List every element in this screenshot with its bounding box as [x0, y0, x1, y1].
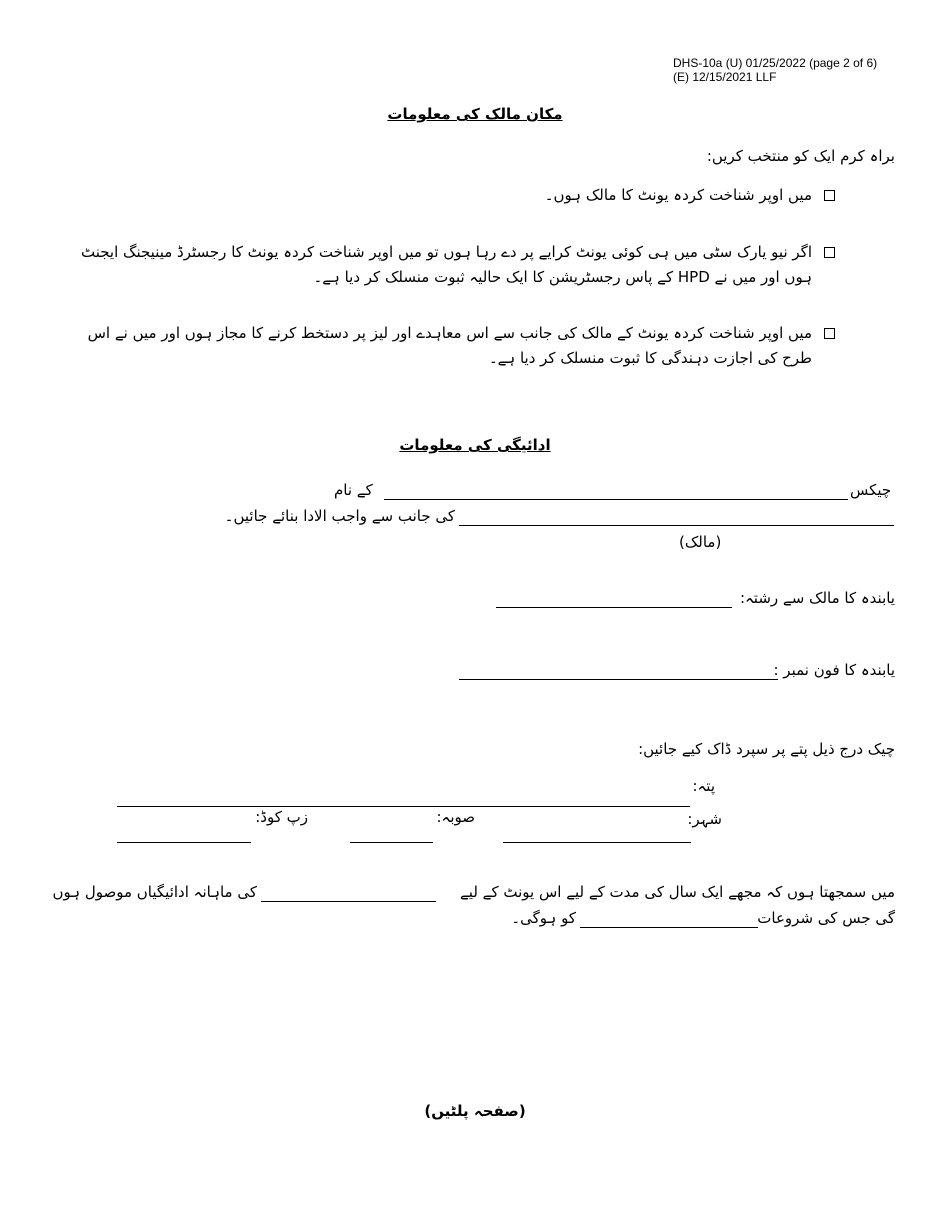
owner-section-title: مکان مالک کی معلومات — [387, 105, 563, 123]
form-code-line1: DHS-10a (U) 01/25/2022 (page 2 of 6) — [673, 56, 878, 70]
payee-name-field[interactable] — [384, 499, 848, 500]
option-owner-checkbox[interactable] — [824, 190, 835, 201]
payable-suffix: کی جانب سے واجب الادا بنائے جائیں۔ — [224, 507, 455, 525]
payment-section-title: ادائیگی کی معلومات — [399, 436, 551, 454]
statement-part3: گی جس کی شروعات — [757, 909, 895, 927]
city-field[interactable] — [503, 842, 691, 843]
state-field[interactable] — [350, 842, 433, 843]
relationship-label: یابندہ کا مالک سے رشتہ: — [739, 589, 895, 607]
phone-label: یابندہ کا فون نمبر : — [773, 661, 895, 679]
option-managing-agent-text: اگر نیو یارک سٹی میں ہی کوئی یونٹ کرایے پر دے رہا ہوں تو میں اوپر شناخت کردہ یونٹ کا رجسٹرڈ مینیجنگ ایجنٹ ہوں اور میں نے HPD کے پاس رجسٹریشن کا ایک حالیہ ثبوت منسلک کر دیا ہے۔ — [80, 243, 812, 286]
city-label: شہر: — [687, 810, 722, 828]
address-field[interactable] — [117, 806, 690, 807]
phone-field[interactable] — [459, 679, 778, 680]
name-suffix: کے نام — [334, 481, 373, 499]
statement-part4: کو ہوگی۔ — [511, 909, 576, 927]
option-managing-agent-checkbox[interactable] — [824, 247, 835, 258]
owner-name-field[interactable] — [459, 525, 894, 526]
zip-label: زپ کوڈ: — [255, 808, 308, 826]
checks-label: چیکس — [850, 481, 892, 499]
select-one-instruction: براہ کرم ایک کو منتخب کریں: — [706, 147, 895, 165]
form-code-line2: (E) 12/15/2021 LLF — [673, 70, 777, 84]
zip-field[interactable] — [117, 842, 251, 843]
statement-part1: میں سمجھتا ہوں کہ مجھے ایک سال کی مدت کے لیے اس یونٹ کے لیے — [460, 883, 895, 901]
option-owner-text: میں اوپر شناخت کردہ یونٹ کا مالک ہوں۔ — [544, 186, 812, 204]
owner-caption: (مالک) — [679, 533, 722, 551]
relationship-field[interactable] — [496, 607, 732, 608]
address-label: پتہ: — [692, 777, 715, 795]
mail-instruction: چیک درج ذیل پتے پر سپرد ڈاک کیے جائیں: — [638, 740, 895, 758]
start-date-field[interactable] — [580, 927, 758, 928]
option-authorized-signer-text: میں اوپر شناخت کردہ یونٹ کے مالک کی جانب سے اس معاہدے اور لیز پر دستخط کرنے کا مجاز ہوں اور میں نے اس طرح کی اجازت دہندگی کا ثبوت منسلک کر دیا ہے۔ — [87, 324, 812, 367]
state-label: صوبہ: — [436, 808, 475, 826]
monthly-amount-field[interactable] — [261, 901, 436, 902]
statement-part2: کی ماہانہ ادائیگیاں موصول ہوں — [52, 883, 257, 901]
turn-page-note: (صفحہ پلٹیں) — [424, 1102, 526, 1120]
form-code — [673, 56, 877, 84]
option-authorized-signer-checkbox[interactable] — [824, 328, 835, 339]
